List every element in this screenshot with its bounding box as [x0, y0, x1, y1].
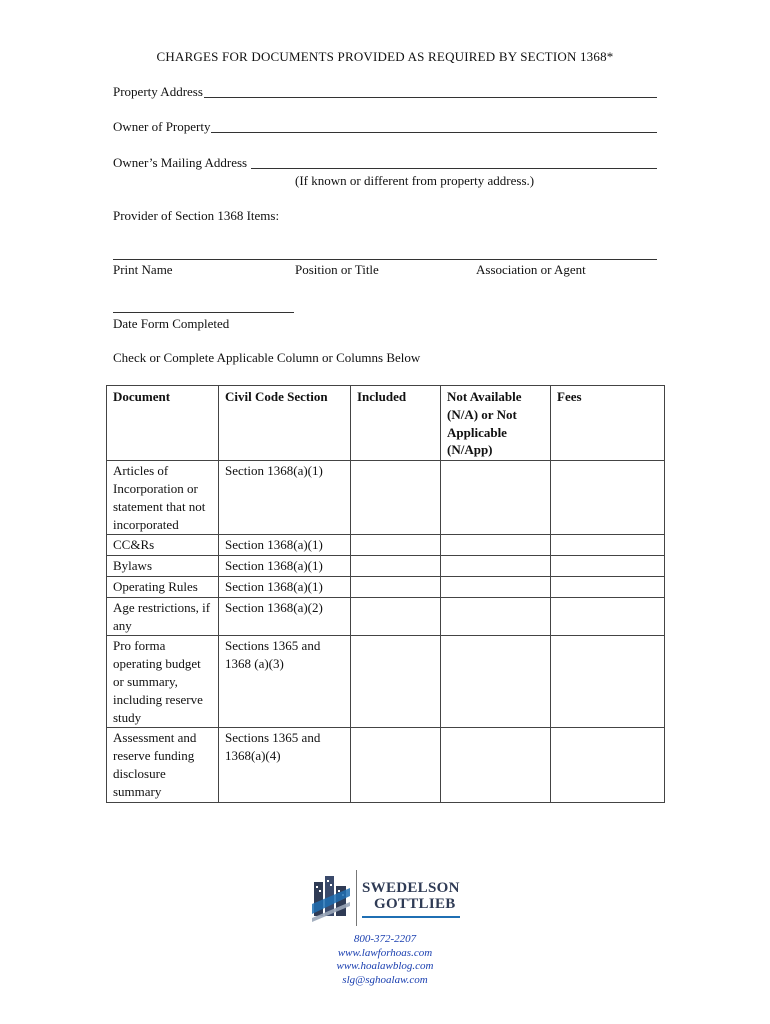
fees-cell[interactable] [551, 535, 665, 556]
contact-email[interactable]: slg@sghoalaw.com [342, 973, 428, 986]
not-available-cell[interactable] [441, 535, 551, 556]
logo-line-2: GOTTLIEB [374, 896, 456, 912]
document-cell: Pro forma operating budget or summary, including reserve study [107, 636, 219, 728]
fees-cell[interactable] [551, 556, 665, 577]
table-row [107, 597, 665, 636]
table-row [107, 728, 665, 802]
header-document: Document [107, 386, 219, 461]
table-row [107, 535, 665, 556]
mailing-address-field[interactable] [251, 156, 657, 169]
property-address-row [113, 84, 657, 100]
table-header-row [107, 386, 665, 461]
section-cell: Sections 1365 and 1368(a)(4) [219, 728, 351, 802]
not-available-cell[interactable] [441, 576, 551, 597]
fees-cell[interactable] [551, 461, 665, 535]
mailing-address-label: Owner’s Mailing Address [113, 155, 248, 170]
property-address-label: Property Address [113, 84, 203, 99]
owner-label: Owner of Property [113, 119, 211, 134]
header-civil-code-section: Civil Code Section [219, 386, 351, 461]
section-cell: Section 1368(a)(1) [219, 461, 351, 535]
mailing-address-row [113, 155, 657, 171]
property-address-field[interactable] [204, 85, 657, 98]
logo-underline [362, 916, 460, 918]
table-row [107, 636, 665, 728]
not-available-cell[interactable] [441, 728, 551, 802]
included-cell[interactable] [351, 556, 441, 577]
document-cell: Bylaws [107, 556, 219, 577]
document-cell: CC&Rs [107, 535, 219, 556]
logo-line-1: SWEDELSON [362, 880, 460, 896]
document-cell: Age restrictions, if any [107, 597, 219, 636]
document-cell: Operating Rules [107, 576, 219, 597]
provider-label: Provider of Section 1368 Items: [113, 208, 280, 223]
contact-block [0, 933, 770, 987]
documents-table [106, 385, 665, 803]
fees-cell[interactable] [551, 597, 665, 636]
table-row [107, 556, 665, 577]
section-cell: Section 1368(a)(2) [219, 597, 351, 636]
document-cell: Assessment and reserve funding disclosure summary [107, 728, 219, 802]
building-logo-icon [312, 874, 350, 922]
included-cell[interactable] [351, 576, 441, 597]
fees-cell[interactable] [551, 636, 665, 728]
section-cell: Section 1368(a)(1) [219, 535, 351, 556]
section-cell: Section 1368(a)(1) [219, 576, 351, 597]
instruction-text: Check or Complete Applicable Column or Columns Below [113, 350, 421, 365]
logo-divider [356, 870, 357, 926]
contact-website-1[interactable]: www.lawforhoas.com [337, 946, 433, 959]
owner-row [113, 119, 657, 135]
included-cell[interactable] [351, 535, 441, 556]
not-available-cell[interactable] [441, 597, 551, 636]
print-name-label: Print Name [113, 262, 173, 277]
header-not-available: Not Available (N/A) or Not Applicable (N/App) [441, 386, 551, 461]
section-cell: Section 1368(a)(1) [219, 556, 351, 577]
table-row [107, 576, 665, 597]
position-label: Position or Title [295, 262, 379, 277]
fees-cell[interactable] [551, 728, 665, 802]
mailing-address-note: (If known or different from property address.) [295, 173, 535, 188]
header-fees: Fees [551, 386, 665, 461]
included-cell[interactable] [351, 461, 441, 535]
not-available-cell[interactable] [441, 461, 551, 535]
owner-field[interactable] [211, 120, 657, 133]
contact-phone[interactable]: 800-372-2207 [353, 933, 417, 945]
section-cell: Sections 1365 and 1368 (a)(3) [219, 636, 351, 728]
included-cell[interactable] [351, 597, 441, 636]
signature-line[interactable] [113, 259, 657, 260]
fees-cell[interactable] [551, 576, 665, 597]
table-row [107, 461, 665, 535]
header-included: Included [351, 386, 441, 461]
not-available-cell[interactable] [441, 556, 551, 577]
included-cell[interactable] [351, 636, 441, 728]
contact-website-2[interactable]: www.hoalawblog.com [336, 960, 434, 972]
form-title: CHARGES FOR DOCUMENTS PROVIDED AS REQUIRED BY SECTION 1368* [156, 49, 614, 64]
firm-logo [312, 870, 462, 928]
logo-wordmark [362, 880, 460, 912]
date-line[interactable] [113, 312, 294, 313]
document-cell: Articles of Incorporation or statement that not incorporated [107, 461, 219, 535]
included-cell[interactable] [351, 728, 441, 802]
not-available-cell[interactable] [441, 636, 551, 728]
association-label: Association or Agent [476, 262, 586, 277]
date-label: Date Form Completed [113, 316, 230, 331]
